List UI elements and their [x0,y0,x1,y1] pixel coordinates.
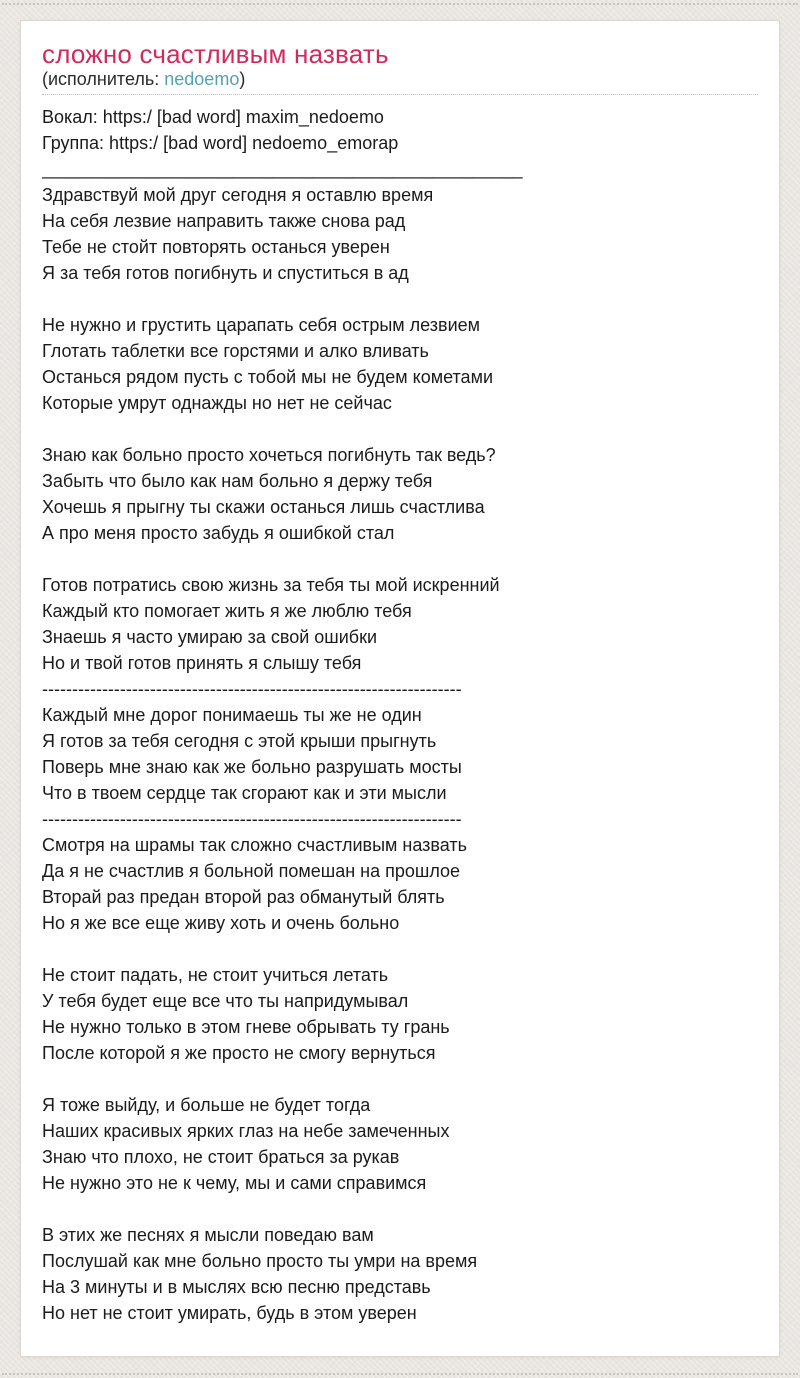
lyrics-line: У тебя будет еще все что ты напридумывал [42,991,409,1011]
lyrics-line: Вокал: https:/ [bad word] maxim_nedoemo [42,107,384,127]
lyrics-line: Тебе не стойт повторять останься уверен [42,237,390,257]
lyrics-line: Но нет не стоит умирать, будь в этом уверен [42,1303,417,1323]
lyrics-line: Каждый мне дорог понимаешь ты же не один [42,705,422,725]
lyrics-line: Я тоже выйду, и больше не будет тогда [42,1095,371,1115]
lyrics-line: Но я же все еще живу хоть и очень больно [42,913,400,933]
lyrics-line: Не нужно только в этом гневе обрывать ту грань [42,1017,450,1037]
lyrics-line: Я за тебя готов погибнуть и спуститься в ад [42,263,409,283]
lyrics-line: Не нужно и грустить царапать себя острым лезвием [42,315,481,335]
lyrics-line: Не стоит падать, не стоит учиться летать [42,965,389,985]
lyrics-line: На себя лезвие направить также снова рад [42,211,406,231]
lyrics-line: Забыть что было как нам больно я держу тебя [42,471,433,491]
lyrics-line: В этих же песнях я мысли поведаю вам [42,1225,374,1245]
lyrics-line: Знаю что плохо, не стоит браться за рукав [42,1147,400,1167]
artist-row [42,68,758,95]
lyrics-line [42,286,758,312]
lyrics-line: Вторай раз предан второй раз обманутый блять [42,887,445,907]
lyrics-line: Которые умрут однажды но нет не сейчас [42,393,392,413]
lyrics-line: После которой я же просто не смогу вернуться [42,1043,436,1063]
lyrics-line: Послушай как мне больно просто ты умри на время [42,1251,478,1271]
lyrics-line: Каждый кто помогает жить я же люблю тебя [42,601,412,621]
lyrics-line: Не нужно это не к чему, мы и сами справимся [42,1173,427,1193]
lyrics-line: Поверь мне знаю как же больно разрушать мосты [42,757,462,777]
lyrics-line: Знаю как больно просто хочеться погибнуть так ведь? [42,445,496,465]
lyrics-line [42,1196,758,1222]
song-title: сложно счастливым назвать [42,39,389,69]
artist-label: (исполнитель: [42,69,160,89]
artist-close-paren: ) [239,69,246,89]
lyrics-text [42,104,758,1326]
lyrics-line: Смотря на шрамы так сложно счастливым назвать [42,835,468,855]
lyrics-line: Хочешь я прыгну ты скажи останься лишь счастлива [42,497,485,517]
lyrics-line: А про меня просто забудь я ошибкой стал [42,523,395,543]
lyrics-line [42,1066,758,1092]
lyrics-line: Да я не счастлив я больной помешан на прошлое [42,861,461,881]
lyrics-line: Останься рядом пусть с тобой мы не будем кометами [42,367,493,387]
lyrics-line [42,936,758,962]
lyrics-line [42,546,758,572]
lyrics-line: ________________________________________________ [42,159,523,179]
lyrics-card [20,20,780,1357]
lyrics-line: На 3 минуты и в мыслях всю песню представь [42,1277,431,1297]
lyrics-line: Знаешь я часто умираю за свой ошибки [42,627,378,647]
stitch-top-decoration [2,3,798,5]
lyrics-line: Но и твой готов принять я слышу тебя [42,653,362,673]
lyrics-line: Готов потратись свою жизнь за тебя ты мой искренний [42,575,500,595]
lyrics-line: Группа: https:/ [bad word] nedoemo_emorap [42,133,399,153]
artist-link[interactable]: nedoemo [164,69,240,89]
lyrics-line: Наших красивых ярких глаз на небе замеченных [42,1121,450,1141]
lyrics-line: Что в твоем сердце так сгорают как и эти мысли [42,783,447,803]
lyrics-line: Здравствуй мой друг сегодня я оставлю время [42,185,434,205]
lyrics-line: ---------------------------------------------------------------------- [42,809,462,829]
lyrics-line: ---------------------------------------------------------------------- [42,679,462,699]
lyrics-line: Я готов за тебя сегодня с этой крыши прыгнуть [42,731,437,751]
lyrics-line [42,416,758,442]
lyrics-line: Глотать таблетки все горстями и алко вливать [42,341,429,361]
stitch-bottom-decoration [2,1373,798,1375]
